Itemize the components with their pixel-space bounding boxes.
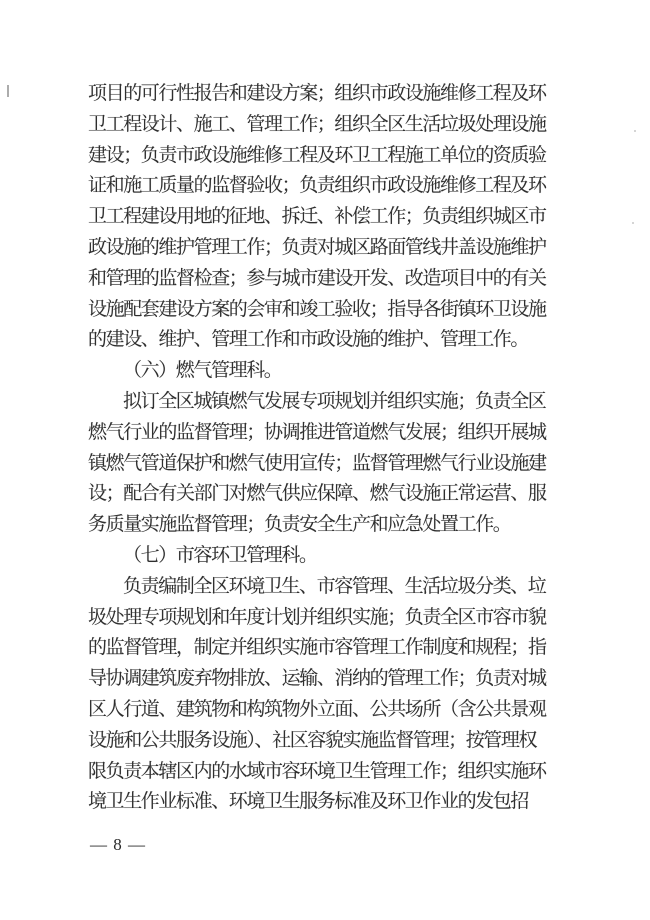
text-line: 的监督管理，制定并组织实施市容管理工作制度和规程；指: [88, 637, 546, 659]
text-line: 建设；负责市政设施维修工程及环卫工程施工单位的资质验: [88, 144, 546, 166]
text-line: 和管理的监督检查；参与城市建设开发、改造项目中的有关: [88, 267, 546, 289]
text-line: 设施配套建设方案的会审和竣工验收；指导各街镇环卫设施: [88, 298, 546, 320]
text-line: 镇燃气管道保护和燃气使用宣传；监督管理燃气行业设施建: [88, 452, 546, 474]
page-number: — 8 —: [90, 835, 146, 854]
text-line: 项目的可行性报告和建设方案；组织市政设施维修工程及环: [88, 83, 546, 104]
text-line: 政设施的维护管理工作；负责对城区路面管线井盖设施维护: [88, 236, 546, 258]
scan-artifact-speck: [632, 222, 634, 224]
section-heading-gas-management: （六）燃气管理科。: [123, 360, 282, 382]
text-line: 设施和公共服务设施）、社区容貌实施监督管理；按管理权: [88, 729, 537, 751]
text-line: 区人行道、建筑物和构筑物外立面、公共场所（含公共景观: [88, 698, 546, 720]
text-line: 卫工程建设用地的征地、拆迁、补偿工作；负责组织城区市: [88, 206, 546, 228]
text-line: 限负责本辖区内的水域市容环境卫生管理工作；组织实施环: [88, 760, 546, 782]
text-line: 境卫生作业标准、环境卫生服务标准及环卫作业的发包招: [88, 791, 529, 813]
scan-artifact-tick: [7, 85, 9, 97]
text-line: 设；配合有关部门对燃气供应保障、燃气设施正常运营、服: [88, 483, 546, 505]
text-line: 拟订全区城镇燃气发展专项规划并组织实施；负责全区: [123, 390, 546, 412]
text-line: 圾处理专项规划和年度计划并组织实施；负责全区市容市貌: [88, 606, 546, 628]
text-line: 导协调建筑废弃物排放、运输、消纳的管理工作；负责对城: [88, 668, 546, 690]
text-line: 的建设、维护、管理工作和市政设施的维护、管理工作。: [88, 329, 529, 351]
text-line: 卫工程设计、施工、管理工作；组织全区生活垃圾处理设施: [88, 113, 546, 135]
section-heading-city-appearance-sanitation: （七）市容环卫管理科。: [123, 544, 317, 566]
text-line: 负责编制全区环境卫生、市容管理、生活垃圾分类、垃: [123, 575, 546, 597]
document-text-block: [88, 79, 550, 818]
text-line: 证和施工质量的监督验收；负责组织市政设施维修工程及环: [88, 175, 546, 197]
scan-artifact-speck: [634, 130, 636, 132]
text-line: 务质量实施监督管理；负责安全生产和应急处置工作。: [88, 514, 511, 536]
text-line: 燃气行业的监督管理；协调推进管道燃气发展；组织开展城: [88, 421, 546, 443]
